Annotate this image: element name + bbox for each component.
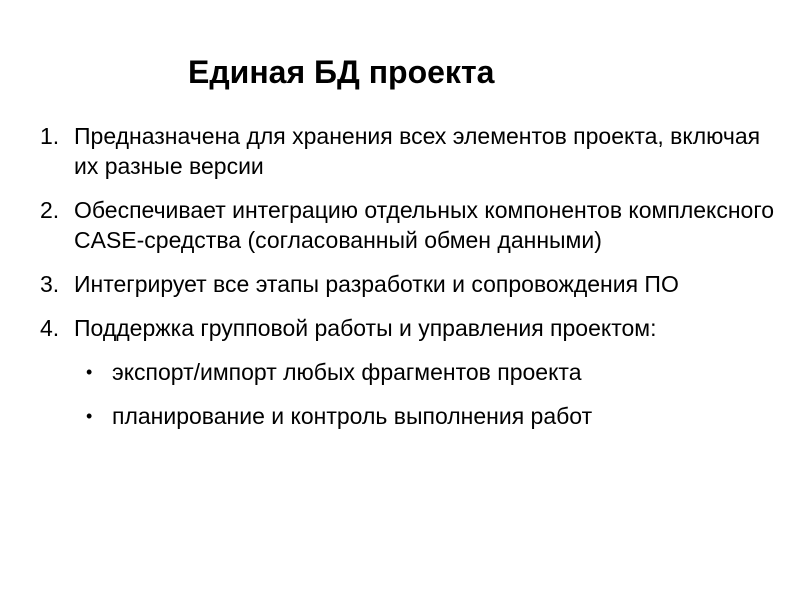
list-item-number: 4. <box>40 315 60 341</box>
list-item-number: 1. <box>40 123 60 149</box>
list-item-number: 2. <box>40 197 60 223</box>
bullet-item-text: экспорт/импорт любых фрагментов проекта <box>112 359 582 385</box>
bullet-icon: • <box>86 406 93 426</box>
list-item <box>40 313 780 431</box>
slide-title: Единая БД проекта <box>188 54 495 90</box>
bullet-list <box>74 357 780 431</box>
list-item-number: 3. <box>40 271 60 297</box>
list-item <box>40 121 780 181</box>
list-item <box>40 195 780 255</box>
bullet-icon: • <box>86 362 93 382</box>
list-item-text: Поддержка групповой работы и управления проектом: <box>74 315 657 341</box>
list-item-text: Интегрирует все этапы разработки и сопровождения ПО <box>74 271 679 297</box>
numbered-list <box>40 121 780 445</box>
list-item <box>40 269 780 299</box>
bullet-item-text: планирование и контроль выполнения работ <box>112 403 593 429</box>
list-item-text: Предназначена для хранения всех элементов проекта, включая их разные версии <box>74 123 761 179</box>
bullet-item <box>74 401 780 431</box>
list-item-text: Обеспечивает интеграцию отдельных компонентов комплексного CASE-средства (согласованный обмен данными) <box>74 197 775 253</box>
bullet-item <box>74 357 780 387</box>
